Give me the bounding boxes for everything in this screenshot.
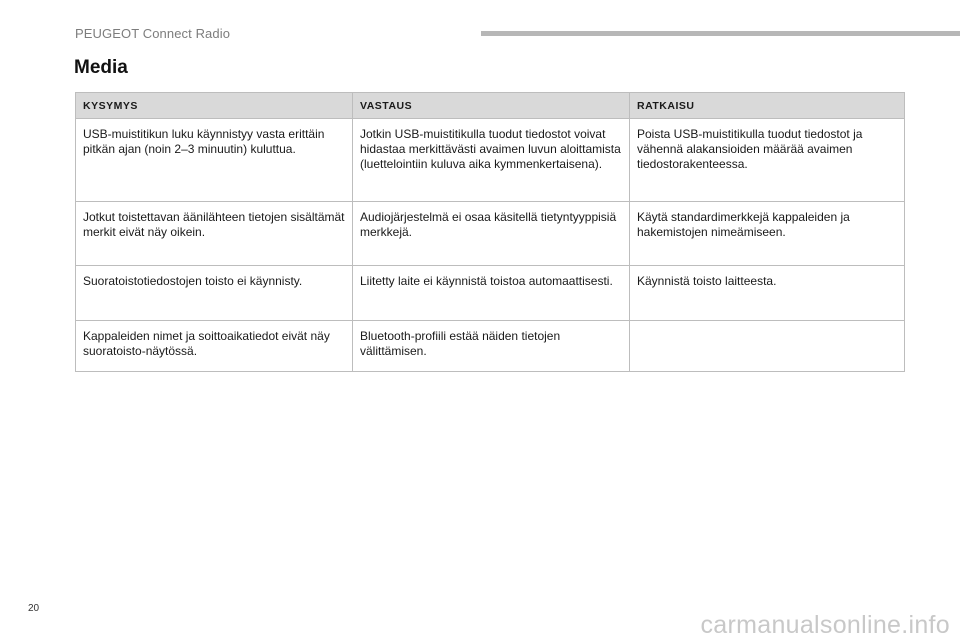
page-number: 20 xyxy=(28,603,40,614)
table-header-row xyxy=(76,93,905,119)
solution-cell: Käynnistä toisto laitteesta. xyxy=(630,266,905,321)
column-header-solution: RATKAISU xyxy=(630,93,905,119)
question-cell: USB-muistitikun luku käynnistyy vasta erittäin pitkän ajan (noin 2–3 minuutin) kuluttua. xyxy=(76,119,353,202)
table-row xyxy=(76,321,905,372)
answer-cell: Jotkin USB-muistitikulla tuodut tiedostot voivat hidastaa merkittävästi avaimen luvun aloittamista (luettelointiin kuluva aika kymmenkertaisena). xyxy=(353,119,630,202)
column-header-answer: VASTAUS xyxy=(353,93,630,119)
troubleshooting-table xyxy=(75,92,905,372)
table-row xyxy=(76,119,905,202)
question-cell: Suoratoistotiedostojen toisto ei käynnisty. xyxy=(76,266,353,321)
question-cell: Jotkut toistettavan äänilähteen tietojen sisältämät merkit eivät näy oikein. xyxy=(76,202,353,266)
solution-cell: Poista USB-muistitikulla tuodut tiedostot ja vähennä alakansioiden määrää avaimen tiedostorakenteessa. xyxy=(630,119,905,202)
table-row xyxy=(76,202,905,266)
solution-cell xyxy=(630,321,905,372)
column-header-question: KYSYMYS xyxy=(76,93,353,119)
answer-cell: Audiojärjestelmä ei osaa käsitellä tietyntyyppisiä merkkejä. xyxy=(353,202,630,266)
answer-cell: Bluetooth-profiili estää näiden tietojen välittämisen. xyxy=(353,321,630,372)
question-cell: Kappaleiden nimet ja soittoaikatiedot eivät näy suoratoisto-näytössä. xyxy=(76,321,353,372)
header-divider xyxy=(481,31,960,36)
brand-header: PEUGEOT Connect Radio xyxy=(75,26,231,41)
page-title: Media xyxy=(74,57,128,78)
watermark: carmanualsonline.info xyxy=(700,611,950,639)
table-row xyxy=(76,266,905,321)
answer-cell: Liitetty laite ei käynnistä toistoa automaattisesti. xyxy=(353,266,630,321)
solution-cell: Käytä standardimerkkejä kappaleiden ja hakemistojen nimeämiseen. xyxy=(630,202,905,266)
